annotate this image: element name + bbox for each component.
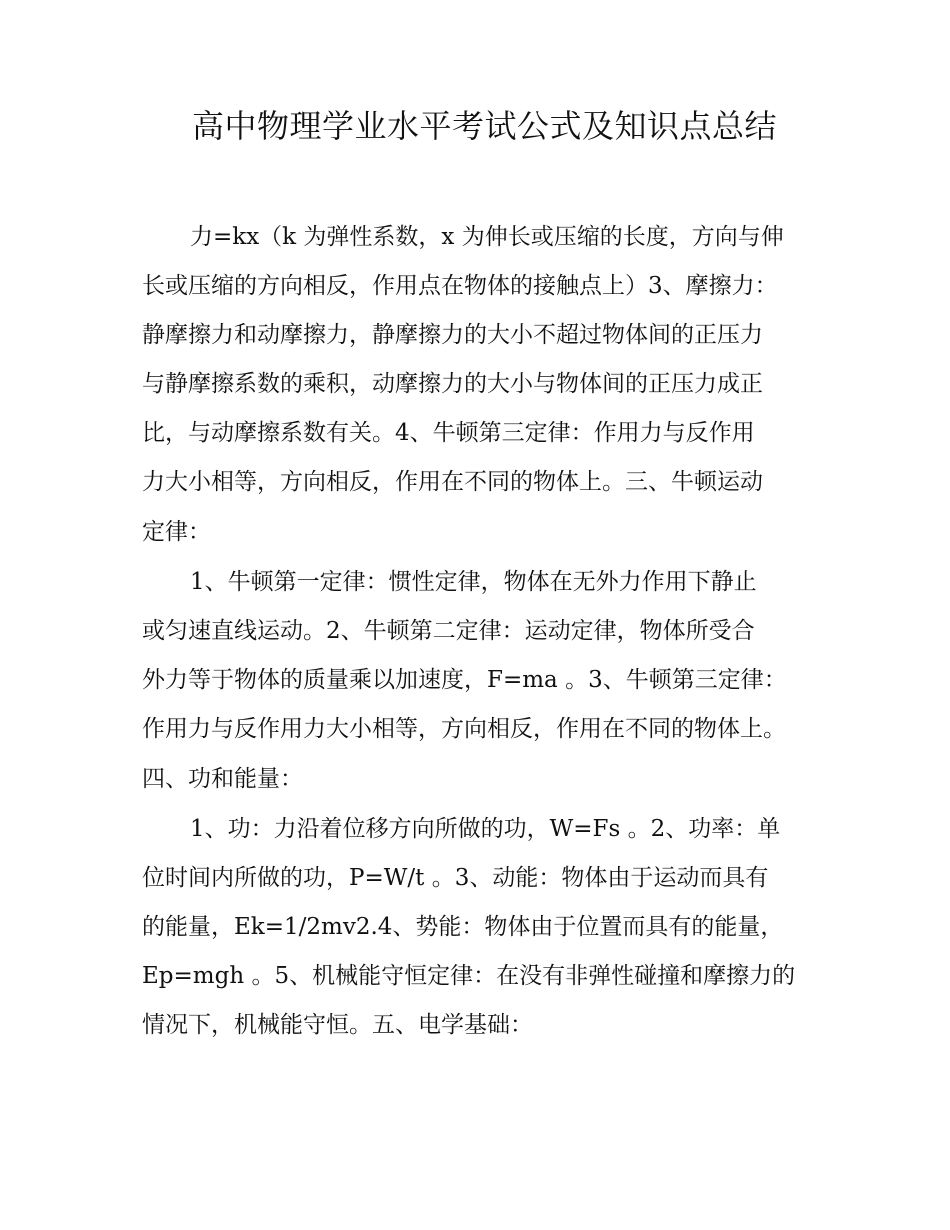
document-title: 高中物理学业水平考试公式及知识点总结 [192,107,778,145]
text-line: 力大小相等，方向相反，作用在不同的物体上。三、牛顿运动 [142,469,763,495]
text-line: 1、功：力沿着位移方向所做的功，W=Fs 。2、功率：单 [190,816,781,842]
text-line: 或匀速直线运动。2、牛顿第二定律：运动定律，物体所受合 [142,618,755,644]
text-line: 外力等于物体的质量乘以加速度，F=ma 。3、牛顿第三定律： [142,667,787,693]
text-line: 长或压缩的方向相反，作用点在物体的接触点上）3、摩擦力： [142,273,778,299]
section-heading: 四、功和能量： [142,766,303,792]
text-line: 定律： [142,519,211,545]
text-line: 静摩擦力和动摩擦力，静摩擦力的大小不超过物体间的正压力 [142,322,763,348]
text-line: 与静摩擦系数的乘积，动摩擦力的大小与物体间的正压力成正 [142,371,763,397]
text-line: 力=kx（k 为弹性系数，x 为伸长或压缩的长度，方向与伸 [190,224,784,250]
text-line: 比，与动摩擦系数有关。4、牛顿第三定律：作用力与反作用 [142,420,755,446]
text-line: 情况下，机械能守恒。五、电学基础： [142,1012,533,1038]
text-line: Ep=mgh 。5、机械能守恒定律：在没有非弹性碰撞和摩擦力的 [142,963,796,989]
text-line: 1、牛顿第一定律：惯性定律，物体在无外力作用下静止 [190,569,757,595]
text-line: 位时间内所做的功，P=W/t 。3、动能：物体由于运动而具有 [142,865,769,891]
text-line: 作用力与反作用力大小相等，方向相反，作用在不同的物体上。 [142,716,786,742]
text-line: 的能量，Ek=1/2mv2.4、势能：物体由于位置而具有的能量， [142,914,784,940]
